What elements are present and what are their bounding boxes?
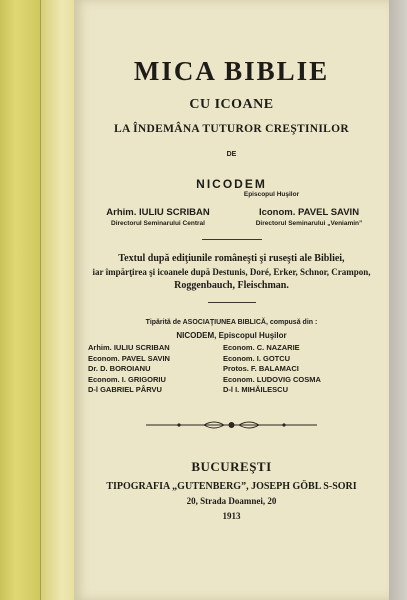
book-subtitle: CU ICOANE: [189, 97, 274, 112]
member-left: Econom. I. GRIGORIU: [88, 374, 166, 384]
editor-1-name: Arhim. IULIU SCRIBAN: [106, 207, 210, 218]
editor-2-role: Directorul Seminarului „Veniamin”: [255, 220, 363, 227]
member-left: Econom. PAVEL SAVIN: [88, 353, 170, 363]
association-lead: NICODEM, Episcopul Huşilor: [176, 331, 287, 340]
editor-1-role: Directorul Seminarului Central: [111, 220, 205, 227]
edition-note-line: Roggenbauch, Fleischman.: [174, 280, 289, 291]
member-right: Protos. F. BALAMACI: [223, 364, 299, 373]
editor-2: [234, 207, 384, 227]
association-members: [88, 343, 378, 396]
member-row: [88, 364, 378, 375]
member-right: Econom. C. NAZARIE: [223, 343, 300, 352]
printed-by: Tipărită de ASOCIAŢIUNEA BIBLICĂ, compusă din :: [145, 319, 318, 326]
member-left: Dr. D. BOROIANU: [88, 364, 151, 373]
member-right: D-l I. MIHĂILESCU: [223, 385, 288, 394]
member-left: D-l GABRIEL PÂRVU: [88, 385, 162, 394]
member-row: [88, 385, 378, 396]
author-role: Episcopul Huşilor: [243, 191, 300, 198]
divider-rule: [202, 239, 262, 240]
imprint-printer: TIPOGRAFIA „GUTENBERG”, JOSEPH GÖBL S-SORI: [106, 481, 357, 492]
by-label: DE: [226, 151, 237, 158]
member-left: Arhim. IULIU SCRIBAN: [88, 343, 170, 352]
editor-2-name: Iconom. PAVEL SAVIN: [258, 207, 360, 218]
edition-note-line: Textul după ediţiunile româneşti şi ruseşti ale Bibliei,: [118, 253, 345, 264]
editor-1: [88, 207, 228, 227]
edition-note: [74, 252, 389, 293]
edition-note-line: iar împărţirea şi icoanele după Destunis, Doré, Erker, Schnor, Crampon,: [92, 266, 371, 277]
member-right: Econom. I. GOTCU: [223, 353, 291, 363]
title-page: [74, 0, 389, 600]
member-row: [88, 375, 378, 386]
author-name: NICODEM: [196, 177, 267, 191]
background-edge: [389, 0, 407, 600]
imprint-year: 1913: [222, 511, 241, 521]
member-right: Econom. LUDOVIG COSMA: [223, 374, 321, 384]
member-row: [88, 343, 378, 354]
book-title: MICA BIBLIE: [133, 56, 330, 86]
imprint-city: BUCUREŞTI: [191, 459, 272, 474]
member-row: [88, 354, 378, 365]
book-spine: [0, 0, 40, 600]
book-subtitle-2: LA ÎNDEMÂNA TUTUROR CREŞTINILOR: [114, 123, 349, 135]
imprint-address: 20, Strada Doamnei, 20: [186, 496, 277, 506]
ornament-flourish: [144, 418, 319, 432]
book-spine-edge: [40, 0, 75, 600]
divider-rule: [208, 302, 256, 303]
